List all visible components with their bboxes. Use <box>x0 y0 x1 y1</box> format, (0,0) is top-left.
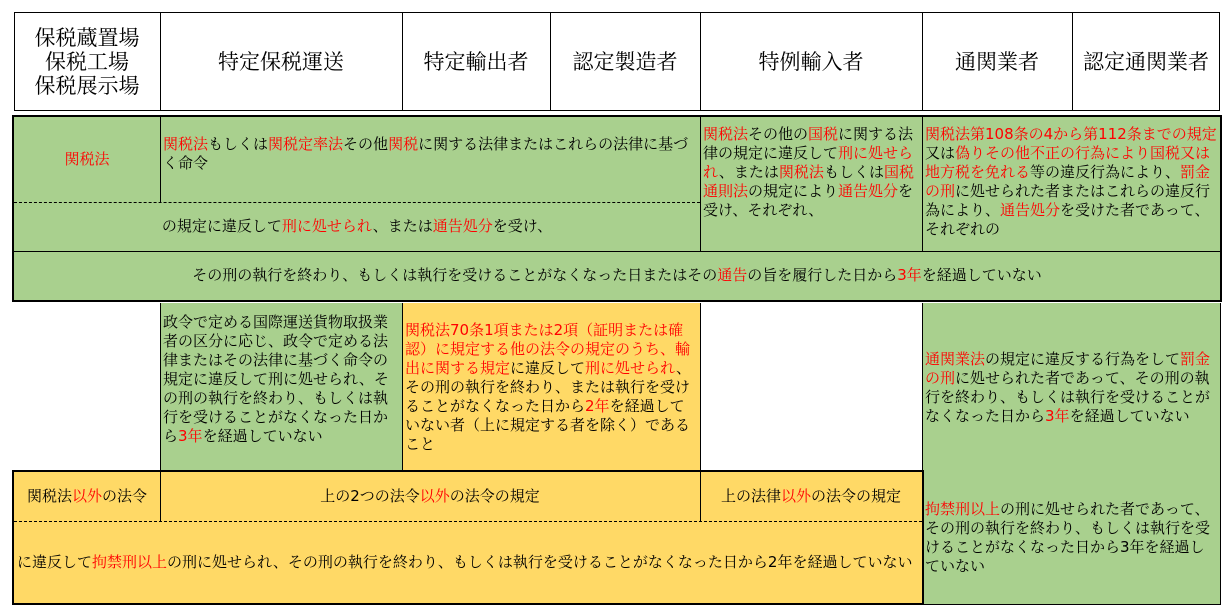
highlight-text: 国税 <box>808 125 839 143</box>
highlight-text: 罰金の刑 <box>925 163 1211 200</box>
customs-laws-description <box>160 117 700 202</box>
highlight-text: 通関業法 <box>925 349 986 368</box>
grid-line <box>700 117 701 251</box>
text-segment: その他 <box>343 135 389 153</box>
text-segment: を受けた者であって、それぞれの <box>925 201 1210 238</box>
text-segment: 政令で定める国際運送貨物取扱業者の区分に応じ、政令で定める法律またはその法律に基づく命令の規定に違反して刑に処せられ、その刑の執行を終わり、もしくは執行を受けることがなくなった日から <box>163 313 389 445</box>
other-law-label <box>14 472 160 521</box>
highlight-text: 関税法 <box>703 125 749 143</box>
broker-violation-clause <box>922 117 1220 251</box>
grid-line <box>12 603 924 605</box>
text-segment: に処せられた者であって、その刑の執行を終わり、もしくは執行を受けることがなくなった日から <box>925 368 1211 425</box>
header-certified-manufacturer: 認定製造者 <box>550 12 700 111</box>
grid-line <box>700 12 701 111</box>
header-certified-customs-broker: 認定通関業者 <box>1072 12 1220 111</box>
blank-importer-cell <box>700 303 922 472</box>
text-segment: を受け、 <box>492 217 553 235</box>
text-segment: その刑の執行を終わり、もしくは執行を受けることがなくなった日またはその <box>192 266 718 284</box>
text-segment: 等の違反行為により、 <box>1030 163 1181 181</box>
grid-line <box>402 303 403 472</box>
text-segment: に違反して <box>510 359 586 377</box>
grid-line <box>922 470 924 605</box>
highlight-text: 3年 <box>1045 406 1070 425</box>
highlight-text: 拘禁刑以上 <box>92 553 168 571</box>
grid-line <box>160 472 161 521</box>
grid-line <box>700 472 701 521</box>
grid-line <box>700 303 701 472</box>
blank-bonded-cell <box>14 303 160 472</box>
grid-line <box>1220 115 1222 302</box>
text-segment: の刑に処せられた者であって、その刑の執行を終わり、もしくは執行を受けることがなくなった日から3年を経過していない <box>925 500 1211 575</box>
grid-dash <box>14 521 922 522</box>
text-segment: 、その刑の執行を終わり、または執行を受けることがなくなった日から <box>405 359 691 415</box>
highlight-text: 通告処分 <box>838 182 899 200</box>
highlight-text: 以外 <box>780 487 811 505</box>
exporter-other-law-clause <box>402 303 700 472</box>
grid-line <box>14 12 15 111</box>
highlight-text: 関税定率法 <box>268 135 344 153</box>
imprisonment-clause <box>14 521 922 604</box>
highlight-text: 偽りその他不正の行為により国税又は地方税を免れる <box>925 144 1211 181</box>
highlight-text: 関税 <box>388 135 419 153</box>
highlight-text: 国税通則法 <box>703 163 914 200</box>
text-segment: を経過していない者（上に規定する者を除く）であること <box>405 397 691 453</box>
grid-line <box>14 251 1220 252</box>
grid-line <box>14 12 1220 13</box>
grid-line <box>1072 12 1073 111</box>
text-segment: の刑に処せられ、その刑の執行を終わり、もしくは執行を受けることがなくなった日から2年を経過していない <box>167 553 913 571</box>
customs-law-label <box>14 117 160 202</box>
highlight-text: 刑に処せられ <box>585 359 676 377</box>
grid-line <box>550 12 551 111</box>
text-segment: の旨を履行した日から <box>747 266 898 284</box>
header-bonded-area: 保税蔵置場 保税工場 保税展示場 <box>14 12 160 111</box>
importer-other-laws <box>700 472 922 521</box>
header-specified-exporter: 特定輸出者 <box>402 12 550 111</box>
text-segment: 、または <box>718 163 779 181</box>
text-segment: に関する法律の規定に違反して <box>703 125 914 162</box>
highlight-text: 関税法70条1項または2項（証明または確認）に規定する他の法令の規定のうち、輸出に関する規定 <box>405 321 691 377</box>
grid-line <box>12 115 1222 117</box>
highlight-text: 2年 <box>585 397 610 415</box>
text-segment: を経過していない <box>1069 406 1190 425</box>
highlight-text: 刑に処せられ <box>281 217 373 235</box>
text-segment: 上の2つの法令 <box>320 487 420 505</box>
text-segment: その他の <box>748 125 809 143</box>
importer-violation-clause <box>700 117 922 251</box>
highlight-text: 通告 <box>717 266 748 284</box>
three-year-period-clause <box>14 251 1220 300</box>
highlight-text: 関税法第108条の4から第112条までの規定 <box>925 125 1217 143</box>
grid-line <box>160 303 161 472</box>
text-segment: の法令 <box>102 487 148 505</box>
text-segment: に処せられた者またはこれらの違反行為により、 <box>925 182 1211 219</box>
text-segment: の規定により <box>748 182 839 200</box>
highlight-text: 刑に処せられ <box>703 144 914 181</box>
grid-dash <box>14 202 700 203</box>
text-segment: もしくは <box>823 163 884 181</box>
grid-line <box>12 300 1222 302</box>
text-segment: 、または <box>372 217 433 235</box>
grid-line <box>160 12 161 111</box>
text-segment: の法令の規定 <box>449 487 540 505</box>
text-segment: 又は <box>925 144 956 162</box>
highlight-text: 3年 <box>178 427 203 445</box>
highlight-text: 罰金の刑 <box>925 349 1211 387</box>
broker-imprisonment-clause <box>922 472 1220 604</box>
text-segment: 関税法 <box>26 487 72 505</box>
grid-line <box>1219 12 1220 111</box>
grid-line <box>922 117 923 251</box>
text-segment: を経過していない <box>202 427 323 445</box>
grid-line <box>160 117 161 202</box>
broker-act-clause <box>922 303 1220 472</box>
highlight-text: 以外 <box>419 487 450 505</box>
transport-operator-clause <box>160 303 402 472</box>
highlight-text: 関税法 <box>778 163 824 181</box>
grid-line <box>12 470 14 605</box>
highlight-text: 関税法 <box>163 135 209 153</box>
text-segment: を経過していない <box>921 266 1042 284</box>
highlight-text: 通告処分 <box>1000 201 1061 219</box>
text-segment: の法令の規定 <box>811 487 902 505</box>
text-segment: の規定に違反する行為をして <box>985 349 1181 368</box>
grid-line <box>922 12 923 111</box>
text-segment: に関する法律またはこれらの法律に基づく命令 <box>163 135 689 172</box>
text-segment: 上の法律 <box>720 487 781 505</box>
grid-line <box>922 604 1221 605</box>
grid-line <box>12 115 14 302</box>
text-segment: もしくは <box>208 135 269 153</box>
grid-line <box>402 12 403 111</box>
grid-line <box>14 110 1220 111</box>
highlight-text: 関税法 <box>64 150 110 168</box>
other-laws-description <box>160 472 700 521</box>
grid-line <box>12 470 924 472</box>
header-specified-bonded-transport: 特定保税運送 <box>160 12 402 111</box>
header-customs-broker: 通関業者 <box>922 12 1072 111</box>
highlight-text: 拘禁刑以上 <box>925 500 1001 518</box>
text-segment: の規定に違反して <box>161 217 282 235</box>
customs-violation-clause <box>14 202 700 251</box>
highlight-text: 以外 <box>71 487 102 505</box>
text-segment: を受け、それぞれ、 <box>703 182 914 219</box>
text-segment: に違反して <box>17 553 93 571</box>
highlight-text: 通告処分 <box>432 217 493 235</box>
grid-line <box>1220 303 1221 604</box>
header-authorized-importer: 特例輸入者 <box>700 12 922 111</box>
highlight-text: 3年 <box>897 266 922 284</box>
